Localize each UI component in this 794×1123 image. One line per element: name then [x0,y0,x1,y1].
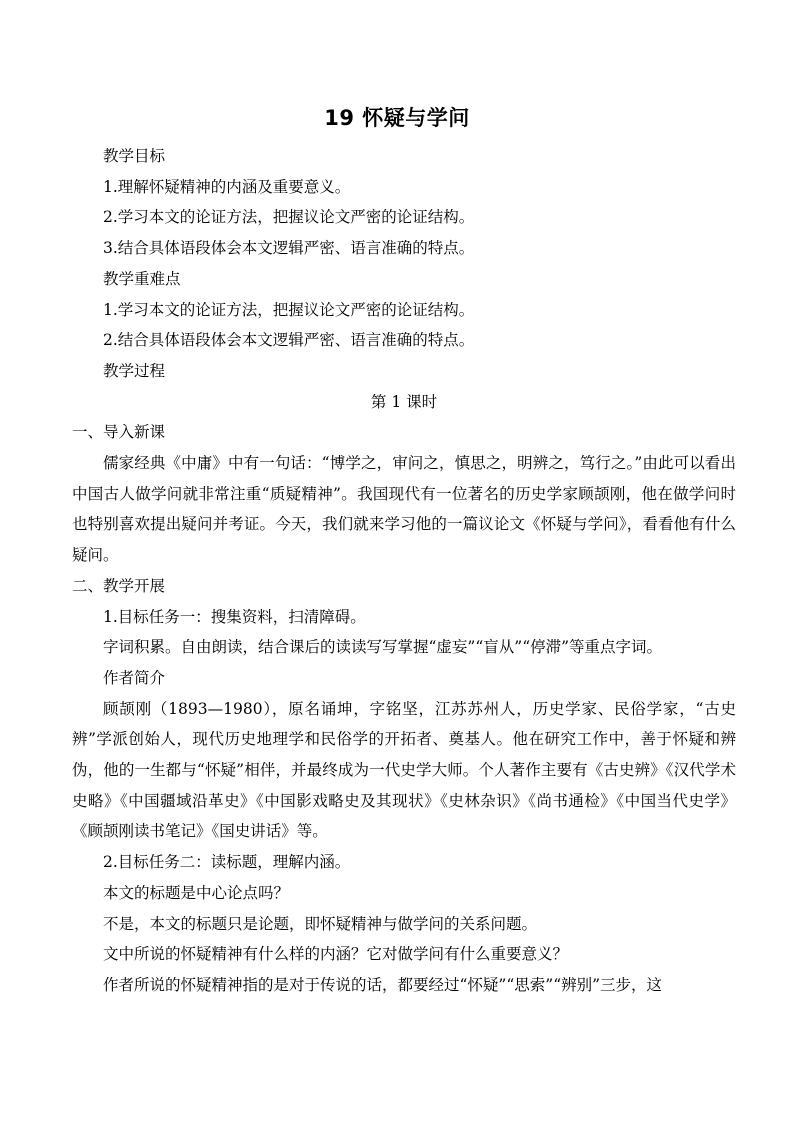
task-heading: 2.目标任务二：读标题，理解内涵。 [103,853,351,872]
section-heading-key-points: 教学重难点 [103,269,181,288]
key-point-item: 2.结合具体语段体会本文逻辑严密、语言准确的特点。 [103,331,475,350]
question-paragraph: 文中所说的怀疑精神有什么样的内涵？它对做学问有什么重要意义？ [103,945,569,964]
key-point-item: 1.学习本文的论证方法，把握议论文严密的论证结构。 [103,300,475,319]
section-heading-objectives: 教学目标 [103,147,166,165]
section-heading-intro: 一、导入新课 [72,423,166,442]
objective-item: 2.学习本文的论证方法，把握议论文严密的论证结构。 [103,208,475,227]
document-title: 19 怀疑与学问 [324,106,470,130]
intro-paragraph: 儒家经典《中庸》中有一句话：“博学之，审问之，慎思之，明辨之，笃行之。”由此可以看出中国古人做学问就非常注重“质疑精神”。我国现代有一位著名的历史学家顾颉刚，他在做学问时也特别喜欢提出疑问并考证。今天，我们就来学习他的一篇议论文《怀疑与学问》，看看他有什么疑问。 [72,454,736,565]
vocabulary-paragraph: 字词积累。自由朗读，结合课后的读读写写掌握“虚妄”“盲从”“停滞”等重点字词。 [103,638,663,657]
author-paragraph: 顾颉刚（1893—1980），原名诵坤，字铭坚，江苏苏州人，历史学家、民俗学家，“古史辨”学派创始人，现代历史地理学和民俗学的开拓者、奠基人。他在研究工作中，善于怀疑和辨伪，他的一生都与“怀疑”相伴，并最终成为一代史学大师。个人著作主要有《古史辨》《汉代学术史略》《中国疆域沿革史》《中国影戏略史及其现状》《史林杂识》《尚书通检》《中国当代史学》《顾颉刚读书笔记》《国史讲话》等。 [72,699,736,841]
answer-paragraph: 不是，本文的标题只是论题，即怀疑精神与做学问的关系问题。 [103,914,538,933]
lesson-period-label: 第 1 课时 [370,392,438,411]
author-heading: 作者简介 [103,668,166,687]
answer-paragraph: 作者所说的怀疑精神指的是对于传说的话，都要经过“怀疑”“思索”“辨别”三步，这 [103,975,663,994]
section-heading-development: 二、教学开展 [72,576,166,595]
question-paragraph: 本文的标题是中心论点吗？ [103,883,290,902]
section-heading-process: 教学过程 [103,361,166,380]
objective-item: 1.理解怀疑精神的内涵及重要意义。 [103,177,351,196]
document-body [72,141,736,1001]
task-heading: 1.目标任务一：搜集资料，扫清障碍。 [103,607,366,626]
objective-item: 3.结合具体语段体会本文逻辑严密、语言准确的特点。 [103,239,475,258]
